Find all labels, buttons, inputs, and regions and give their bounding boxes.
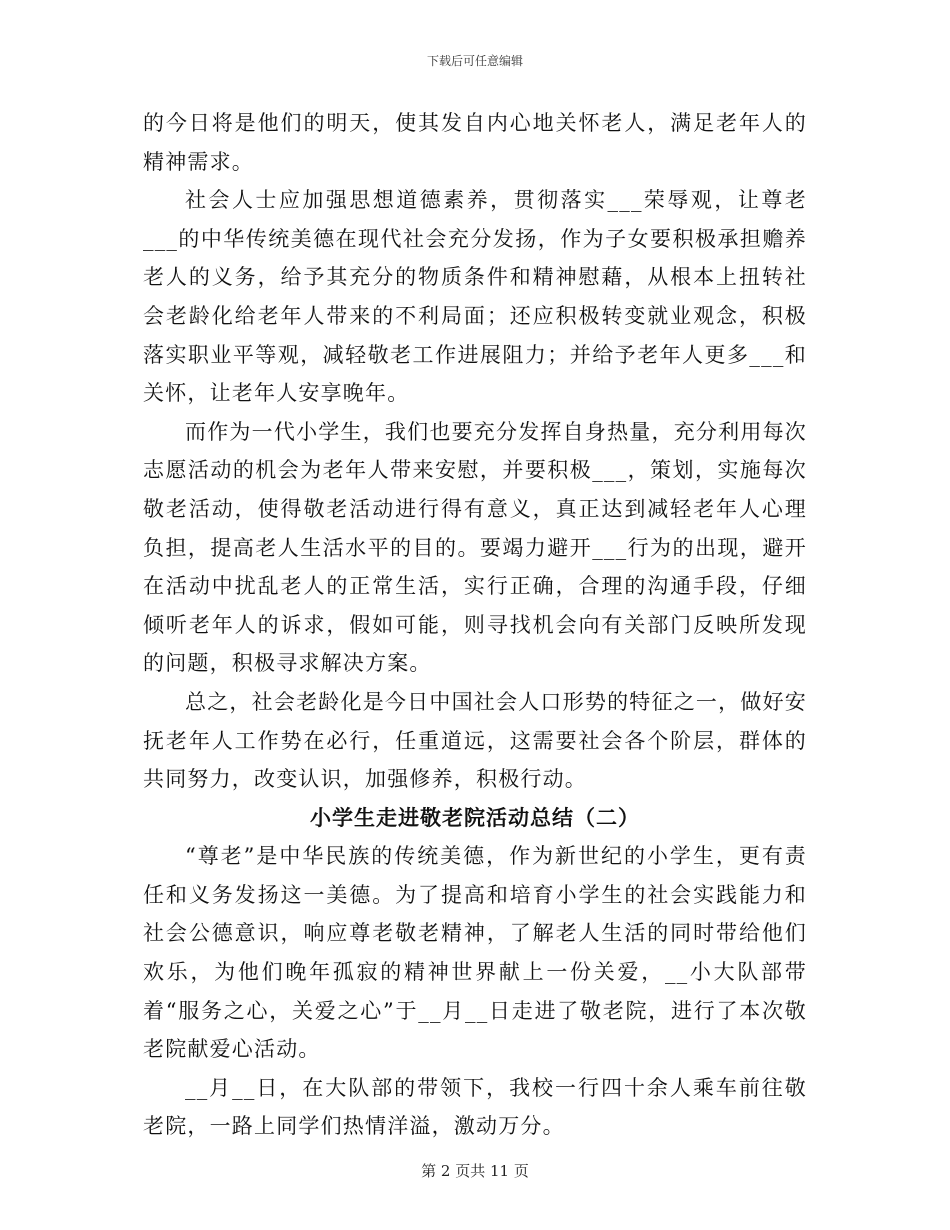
paragraph-4: 总之，社会老龄化是今日中国社会人口形势的特征之一，做好安抚老年人工作势在必行，任重道远，这需要社会各个阶层，群体的共同努力，改变认识，加强修养，积极行动。 bbox=[143, 689, 807, 792]
paragraph-2: 社会人士应加强思想道德素养，贯彻落实___荣辱观，让尊老___的中华传统美德在现代社会充分发扬，作为子女要积极承担赡养老人的义务，给予其充分的物质条件和精神慰藉，从根本上扭转社会老龄化给老年人带来的不利局面；还应积极转变就业观念，积极落实职业平等观，减轻敬老工作进展阻力；并给予老年人更多___和关怀，让老年人安享晚年。 bbox=[143, 188, 807, 406]
page-footer: 第 2 页共 11 页 bbox=[421, 1162, 529, 1180]
document-body bbox=[143, 104, 807, 1146]
section-paragraph-2: __月__日，在大队部的带领下，我校一行四十余人乘车前往敬老院，一路上同学们热情洋溢，激动万分。 bbox=[143, 1075, 807, 1139]
section-title: 小学生走进敬老院活动总结（二） bbox=[310, 804, 640, 830]
section-paragraph-1: “尊老”是中华民族的传统美德，作为新世纪的小学生，更有责任和义务发扬这一美德。为了提高和培育小学生的社会实践能力和社会公德意识，响应尊老敬老精神，了解老人生活的同时带给他们欢乐，为他们晚年孤寂的精神世界献上一份关爱，__小大队部带着“服务之心，关爱之心”于__月__日走进了敬老院，进行了本次敬老院献爱心活动。 bbox=[143, 844, 807, 1062]
page-header: 下载后可任意编辑 bbox=[426, 54, 523, 68]
paragraph-1: 的今日将是他们的明天，使其发自内心地关怀老人，满足老年人的精神需求。 bbox=[143, 111, 807, 174]
paragraph-3: 而作为一代小学生，我们也要充分发挥自身热量，充分利用每次志愿活动的机会为老年人带来安慰，并要积极___，策划，实施每次敬老活动，使得敬老活动进行得有意义，真正达到减轻老年人心理负担，提高老人生活水平的目的。要竭力避开___行为的出现，避开在活动中扰乱老人的正常生活，实行正确，合理的沟通手段，仔细倾听老年人的诉求，假如可能，则寻找机会向有关部门反映所发现的问题，积极寻求解决方案。 bbox=[143, 419, 807, 676]
